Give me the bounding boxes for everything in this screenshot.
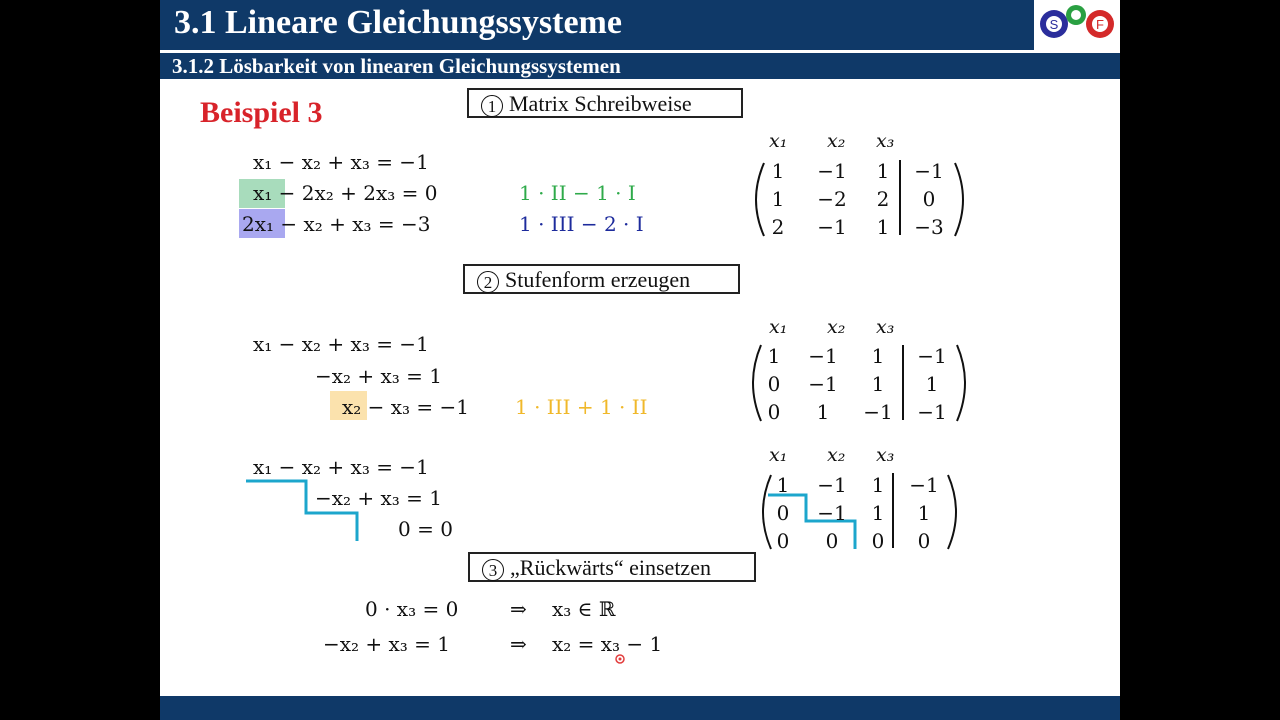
matrix1-cell: −1 — [817, 215, 847, 239]
matrix1-cell: 2 — [771, 215, 785, 239]
matrix3-header-x3: x₃ — [876, 444, 895, 466]
matrix2-cell: −1 — [808, 344, 838, 368]
matrix3-header-x1: x₁ — [769, 444, 788, 466]
back-sub-row2-right: x₂ = x₃ − 1 — [552, 632, 663, 656]
matrix1-cell: 1 — [876, 215, 890, 239]
matrix1-cell: 1 — [876, 159, 890, 183]
matrix2-cell: 1 — [871, 372, 885, 396]
matrix2-cell: −1 — [808, 372, 838, 396]
logo-letter-s: S — [1049, 17, 1059, 32]
system3-row2: −x₂ + x₃ = 1 — [315, 486, 443, 510]
matrix1-cell: 1 — [771, 187, 785, 211]
matrix1-header-x2: x₂ — [827, 130, 846, 152]
matrix2-header-x2: x₂ — [827, 316, 846, 338]
system1-row3: 2x₁ − x₂ + x₃ = −3 — [242, 212, 431, 236]
system3-row3: 0 = 0 — [398, 517, 453, 541]
step-2-number: 2 — [477, 271, 499, 293]
matrix3-cell: 1 — [871, 473, 885, 497]
matrix2-header-x3: x₃ — [876, 316, 895, 338]
matrix1-cell: −3 — [914, 215, 944, 239]
matrix2-cell: 1 — [925, 372, 939, 396]
back-sub-row2-left: −x₂ + x₃ = 1 — [323, 632, 451, 656]
matrix1-cell: −1 — [914, 159, 944, 183]
step-1-label: Matrix Schreibweise — [509, 91, 692, 116]
system1-op-row3: 1 · III − 2 · I — [519, 212, 644, 236]
system1-row2: x₁ − 2x₂ + 2x₃ = 0 — [253, 181, 438, 205]
matrix3-cell: 1 — [776, 473, 790, 497]
matrix2-cell: −1 — [863, 400, 893, 424]
matrix1-header-x1: x₁ — [769, 130, 788, 152]
matrix3-cell: −1 — [817, 501, 847, 525]
system1-op-row2: 1 · II − 1 · I — [519, 181, 636, 205]
matrix1-cell: 0 — [922, 187, 936, 211]
system3-row1: x₁ − x₂ + x₃ = −1 — [253, 455, 429, 479]
matrix3-cell: −1 — [909, 473, 939, 497]
matrix2-cell: 1 — [871, 344, 885, 368]
footer-bar — [160, 696, 1120, 720]
logo-letter-f: F — [1096, 17, 1104, 32]
matrix2-cell: 1 — [767, 344, 781, 368]
system1-row1: x₁ − x₂ + x₃ = −1 — [253, 150, 429, 174]
step-3-label: „Rückwärts“ einsetzen — [510, 555, 711, 580]
step-1-number: 1 — [481, 95, 503, 117]
example-label: Beispiel 3 — [200, 96, 323, 129]
matrix3-cell: 0 — [917, 529, 931, 553]
matrix1-cell: 2 — [876, 187, 890, 211]
slide — [160, 0, 1120, 720]
matrix1-cell: −2 — [817, 187, 847, 211]
matrix3-cell: −1 — [817, 473, 847, 497]
matrix3-cell: 1 — [917, 501, 931, 525]
matrix2-cell: −1 — [917, 400, 947, 424]
matrix2-cell: 0 — [767, 372, 781, 396]
matrix1-header-x3: x₃ — [876, 130, 895, 152]
system2-row1: x₁ − x₂ + x₃ = −1 — [253, 332, 429, 356]
matrix1-cell: 1 — [771, 159, 785, 183]
matrix3-cell: 0 — [871, 529, 885, 553]
system2-row2: −x₂ + x₃ = 1 — [315, 364, 443, 388]
matrix1-cell: −1 — [817, 159, 847, 183]
matrix2-cell: 0 — [767, 400, 781, 424]
system2-row3: x₂ − x₃ = −1 — [342, 395, 470, 419]
matrix3-cell: 1 — [871, 501, 885, 525]
back-sub-row1-left: 0 · x₃ = 0 — [365, 597, 459, 621]
matrix2-header-x1: x₁ — [769, 316, 788, 338]
system2-op-row3: 1 · III + 1 · II — [515, 395, 648, 419]
slide-subtitle: 3.1.2 Lösbarkeit von linearen Gleichungssystemen — [172, 54, 621, 78]
matrix3-cell: 0 — [776, 501, 790, 525]
matrix3-cell: 0 — [776, 529, 790, 553]
matrix2-cell: −1 — [917, 344, 947, 368]
matrix3-header-x2: x₂ — [827, 444, 846, 466]
pointer-cursor-icon — [160, 0, 1120, 720]
back-sub-row1-arrow: ⇒ — [510, 597, 527, 621]
matrix3-cell: 0 — [825, 529, 839, 553]
back-sub-row2-arrow: ⇒ — [510, 632, 527, 656]
step-2-label: Stufenform erzeugen — [505, 267, 691, 292]
step-3-number: 3 — [482, 559, 504, 581]
slide-title: 3.1 Lineare Gleichungssysteme — [174, 4, 622, 41]
matrix2-cell: 1 — [816, 400, 830, 424]
back-sub-row1-right: x₃ ∈ ℝ — [552, 597, 616, 621]
